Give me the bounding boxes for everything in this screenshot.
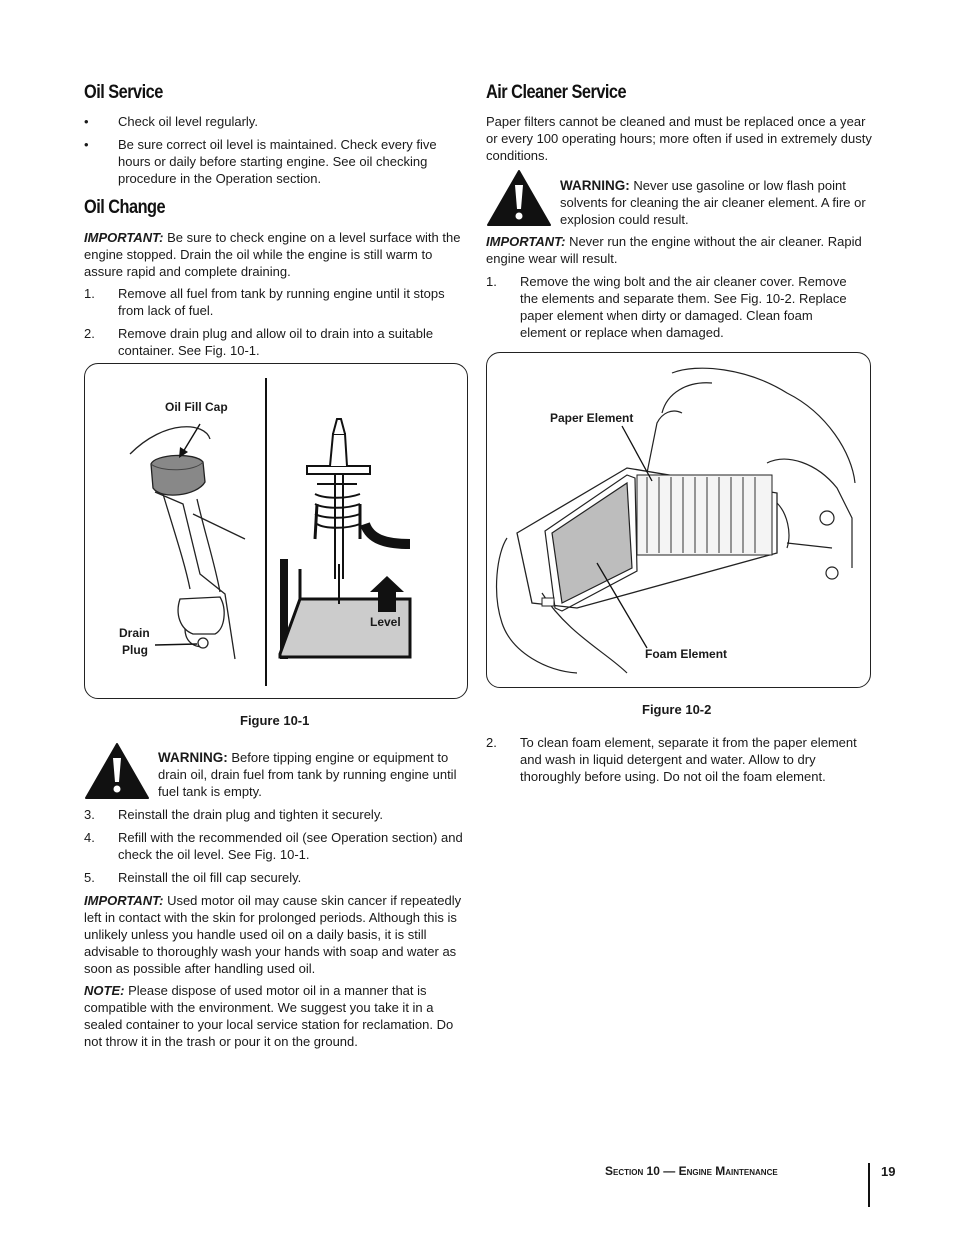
paper-element-pleats: [637, 475, 772, 555]
oil-fill-cap-label: Oil Fill Cap: [165, 400, 228, 414]
bullet-text: Be sure correct oil level is maintained. Check every five hours or daily before starting engine. See oil checking procedure in the Operation section.: [118, 137, 437, 186]
oil-change-important: IMPORTANT: Be sure to check engine on a level surface with the engine stopped. Drain the oil while the engine is still warm to assure rapid and complete draining.: [84, 230, 461, 279]
air-cleaner-heading: Air Cleaner Service: [486, 82, 627, 103]
figure-10-1-caption: Figure 10-1: [240, 713, 310, 728]
air-cleaner-intro: Paper filters cannot be cleaned and must be replaced once a year or every 100 operating hours; more often if used in extremely dusty conditions.: [486, 114, 872, 163]
used-oil-important: IMPORTANT: Used motor oil may cause skin cancer if repeatedly left in contact with the skin for prolonged periods. Although this is unlikely unless you handle used oil on a daily basis, it is still advisable to thoroughly wash your hands with soap and water as soon as possible after handling used oil.: [84, 893, 462, 976]
drain-label: Drain: [119, 626, 150, 640]
foam-element-label: Foam Element: [645, 647, 728, 661]
oil-service-heading: Oil Service: [84, 82, 163, 103]
air-cleaner-illustration: [487, 353, 870, 687]
level-label: Level: [370, 615, 401, 629]
figure-10-1: [84, 363, 468, 699]
oil-change-heading: Oil Change: [84, 197, 166, 218]
footer-divider: [868, 1163, 870, 1207]
plug-label: Plug: [122, 643, 148, 657]
air-cleaner-warning: WARNING: Never use gasoline or low flash point solvents for cleaning the air cleaner element. A fire or explosion could result.: [560, 178, 866, 227]
figure-10-2-caption: Figure 10-2: [642, 702, 712, 717]
warning-triangle-icon: [486, 169, 552, 227]
bullet-text: Check oil level regularly.: [118, 114, 258, 129]
page-number: 19: [881, 1164, 896, 1179]
warning-triangle-icon: [84, 742, 150, 800]
air-cleaner-important: IMPORTANT: Never run the engine without the air cleaner. Rapid engine wear will result.: [486, 234, 862, 266]
disposal-note: NOTE: Please dispose of used motor oil in a manner that is compatible with the environment. We suggest you take it in a sealed container to your local service station for reclamation. Do not throw it in the trash or pour it on the ground.: [84, 983, 454, 1049]
oil-change-warning: WARNING: Before tipping engine or equipment to drain oil, drain fuel from tank by running engine until fuel tank is empty.: [158, 750, 457, 799]
paper-element-label: Paper Element: [550, 411, 634, 425]
figure-10-2: [486, 352, 871, 688]
footer-section-title: Section 10 — Engine Maintenance: [605, 1164, 778, 1178]
